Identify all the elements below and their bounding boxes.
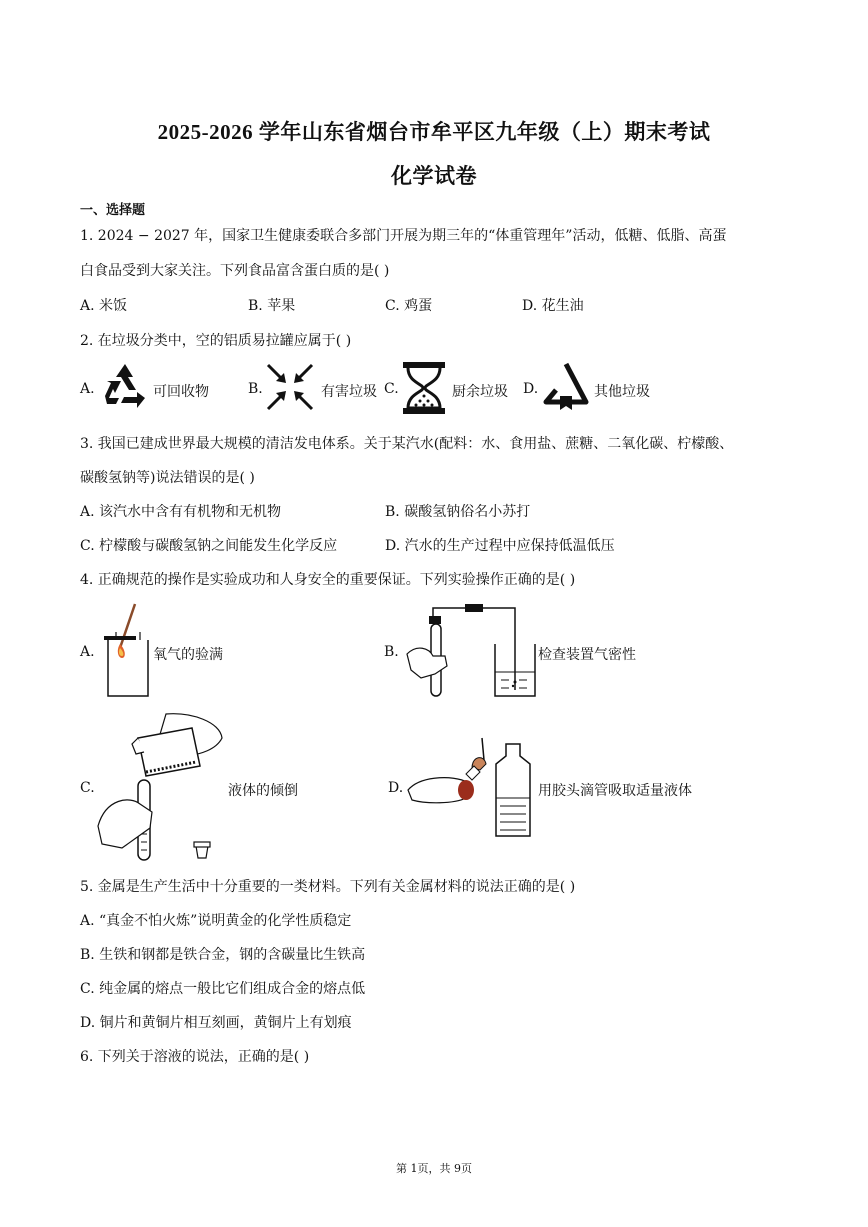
q3-option-a: A. 该汽水中含有有机物和无机物: [80, 504, 282, 520]
q4-option-d-label: 用胶头滴管吸取适量液体: [538, 783, 692, 799]
q1-option-a: A. 米饭: [80, 298, 128, 314]
q5-stem: 5. 金属是生产生活中十分重要的一类材料。下列有关金属材料的说法正确的是( ): [80, 879, 576, 895]
q1-stem-line1: 1. 2024 − 2027 年，国家卫生健康委联合多部门开展为期三年的“体重管理年”活动，低糖、低脂、高蛋: [80, 228, 727, 244]
liquid-pour-figure: [96, 708, 226, 864]
q1-stem-line2: 白食品受到大家关注。下列食品富含蛋白质的是( ): [80, 263, 390, 279]
q5-option-c: C. 纯金属的熔点一般比它们组成合金的熔点低: [80, 981, 366, 997]
q2-option-c-letter: C.: [384, 381, 399, 397]
q2-option-b-letter: B.: [248, 381, 263, 397]
airtightness-figure: [403, 600, 539, 700]
q4-option-b-label: 检查装置气密性: [538, 647, 636, 663]
dropper-figure: [406, 736, 538, 840]
oxygen-test-figure: [102, 600, 154, 700]
recycle-icon: [99, 360, 151, 412]
q2-stem: 2. 在垃圾分类中，空的铝质易拉罐应属于( ): [80, 333, 352, 349]
exam-title: 2025-2026 学年山东省烟台市牟平区九年级（上）期末考试: [157, 120, 711, 144]
q3-option-d: D. 汽水的生产过程中应保持低温低压: [385, 538, 615, 554]
q3-stem-line1: 3. 我国已建成世界最大规模的清洁发电体系。关于某汽水(配料：水、食用盐、蔗糖、二氧化碳、柠檬酸、: [80, 436, 734, 452]
page-footer: 第 1页，共 9页: [396, 1162, 472, 1175]
exam-subtitle: 化学试卷: [391, 164, 477, 188]
q5-option-a: A. “真金不怕火炼”说明黄金的化学性质稳定: [80, 913, 352, 929]
hazardous-arrows-icon: [264, 361, 316, 413]
q5-option-b: B. 生铁和钢都是铁合金，钢的含碳量比生铁高: [80, 947, 366, 963]
q4-option-b-letter: B.: [384, 644, 399, 660]
q2-option-c-label: 厨余垃圾: [452, 384, 508, 400]
q4-option-a-label: 氧气的验满: [153, 647, 223, 663]
q2-option-a-letter: A.: [80, 381, 95, 397]
q4-option-a-letter: A.: [80, 644, 95, 660]
q2-option-d-letter: D.: [523, 381, 539, 397]
q1-option-c: C. 鸡蛋: [385, 298, 433, 314]
q1-option-b: B. 苹果: [248, 298, 296, 314]
q4-option-d-letter: D.: [388, 780, 404, 796]
q3-option-c: C. 柠檬酸与碳酸氢钠之间能发生化学反应: [80, 538, 338, 554]
q5-option-d: D. 铜片和黄铜片相互刻画，黄铜片上有划痕: [80, 1015, 352, 1031]
q3-stem-line2: 碳酸氢钠等)说法错误的是( ): [80, 470, 255, 486]
q1-option-d: D. 花生油: [522, 298, 584, 314]
q4-stem: 4. 正确规范的操作是实验成功和人身安全的重要保证。下列实验操作正确的是( ): [80, 572, 576, 588]
q4-option-c-label: 液体的倾倒: [228, 783, 298, 799]
triangle-bin-icon: [542, 360, 590, 416]
section-heading: 一、选择题: [80, 203, 146, 218]
q2-option-b-label: 有害垃圾: [321, 384, 377, 400]
q2-option-d-label: 其他垃圾: [594, 384, 650, 400]
q3-option-b: B. 碳酸氢钠俗名小苏打: [385, 504, 531, 520]
q6-stem: 6. 下列关于溶液的说法，正确的是( ): [80, 1049, 310, 1065]
q2-option-a-label: 可回收物: [153, 384, 209, 400]
q4-option-c-letter: C.: [80, 780, 95, 796]
hourglass-icon: [401, 360, 447, 416]
